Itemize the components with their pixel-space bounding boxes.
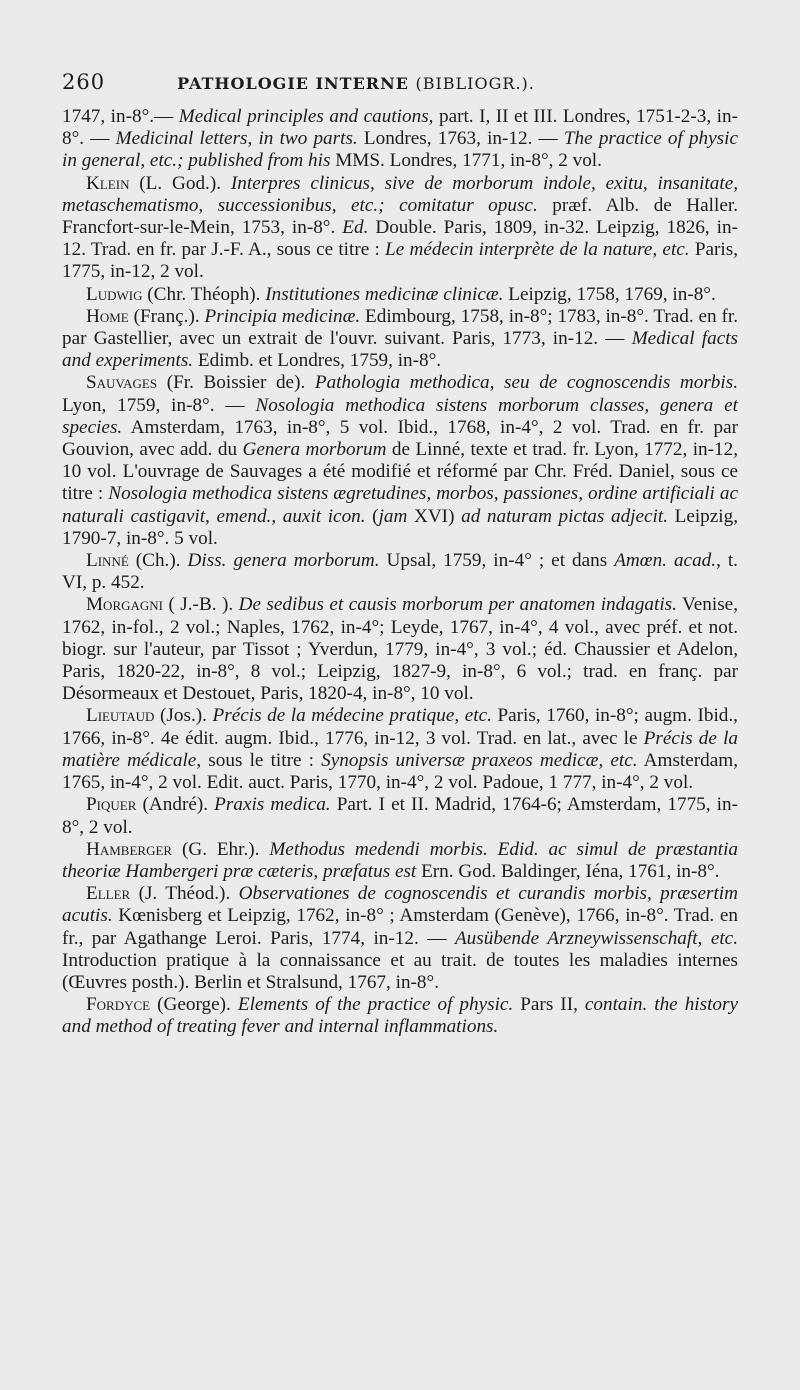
author-name: Linné (86, 550, 129, 572)
work-title: Synopsis universæ praxeos medicæ, etc. (321, 749, 638, 771)
page-header (62, 70, 738, 102)
work-title: Amœn. acad. (614, 550, 717, 572)
entry-text: Londres, 1763, in-12. — (357, 128, 564, 150)
entry-text: part. I, II et III. Londres, 1751-2-3, in-8°. — (62, 106, 738, 150)
bibliography-entry-lieutaud (62, 705, 738, 794)
entry-text: Paris, 1760, in-8°; augm. Ibid., 1766, in-8°. 4e édit. augm. Ibid., 1776, in-12, 3 vol. Trad. en lat., avec le (62, 705, 738, 749)
bibliography-entry-fordyce (62, 994, 738, 1038)
entry-text: Amsterdam, 1765, in-4°, 2 vol. Edit. auct. Paris, 1770, in-4°, 2 vol. Padoue, 1 777, in-4°, 2 vol. (62, 749, 739, 794)
entry-text: (Fr. Boissier de). (157, 372, 315, 394)
author-name: Sauvages (86, 372, 158, 394)
entry-text: Edimb. et Londres, 1759, in-8°. (193, 350, 442, 372)
bibliography-entry-home (62, 306, 738, 373)
entry-text: , sous le titre : (196, 749, 322, 771)
entry-text: 1747, in-8°.— (62, 106, 179, 127)
entry-text: XVI) (407, 505, 462, 527)
entry-text: de Linné, texte et trad. fr. Lyon, 1772, in-12, 10 vol. L'ouvrage de Sauvages a été modifié et réformé par Chr. Fréd. Daniel, sous ce titre : (62, 439, 738, 505)
entry-text: Pars II, (513, 994, 585, 1016)
bibliography-body (62, 106, 738, 1039)
entry-text: Leipzig, 1758, 1769, in-8°. (503, 283, 716, 305)
entry-text: (André). (136, 794, 215, 816)
bibliography-entry-ludwig (62, 284, 738, 306)
work-title: Précis de la matière médicale (62, 727, 738, 771)
author-name: Fordyce (86, 994, 151, 1016)
author-name: Klein (86, 172, 130, 194)
bibliography-entry-hamberger (62, 839, 738, 883)
author-name: Piquer (86, 794, 137, 816)
entry-text: Amsterdam, 1763, in-8°, 5 vol. Ibid., 1768, in-4°, 2 vol. Trad. en fr. par Gouvion, avec add. du (62, 416, 738, 461)
work-title: De sedibus et causis morborum per anatomen indagatis. (238, 594, 677, 616)
entry-text: , t. VI, p. 452. (62, 550, 738, 594)
page-number: 260 (62, 70, 106, 94)
entry-text: Upsal, 1759, in-4° ; et dans (379, 550, 615, 572)
entry-text: Edimbourg, 1758, in-8°; 1783, in-8°. Trad. en fr. par Gastellier, avec un extrait de l'ouvr. suivant. Paris, 1773, in-12. — (62, 305, 739, 350)
work-title: Genera morborum (242, 439, 387, 461)
work-title: Diss. genera morborum. (187, 550, 380, 572)
entry-text: (J. Théod.). (130, 883, 239, 905)
work-title: Interpres clinicus, sive de morborum indole, exitu, insanitate, metaschematismo, successionibus, etc.; comitatur opusc. (62, 172, 739, 216)
entry-text: ( J.-B. ). (163, 594, 239, 616)
work-title: Ausübende Arzneywissenschaft, etc. (454, 927, 738, 949)
work-title: Medical principles and cautions, (178, 106, 434, 127)
entry-text: (Franç.). (128, 305, 205, 327)
work-title: Ed. (342, 217, 369, 239)
work-title: contain. the history and method of treating fever and internal inflammations. (62, 994, 739, 1038)
entry-text: Leipzig, 1790-7, in-8°. 5 vol. (62, 505, 739, 549)
entry-text: . Londres, 1771, in-8°, 2 vol. (380, 150, 602, 172)
bibliography-entry-linne (62, 550, 738, 594)
entry-text: (George). (150, 994, 238, 1016)
work-title: Pathologia methodica, seu de cognoscendis morbis. (314, 372, 738, 394)
work-title: Principia medicinæ. (204, 305, 361, 327)
work-title: jam (378, 505, 408, 527)
work-title: Medical facts and experiments. (62, 328, 739, 372)
work-title: Praxis medica. (214, 794, 331, 816)
entry-text: Paris, 1775, in-12, 2 vol. (62, 239, 739, 283)
entry-text: (Ch.). (128, 550, 188, 572)
author-name: Morgagni (86, 594, 164, 616)
work-title: Medicinal letters, in two parts. (115, 128, 358, 150)
bibliography-entry-piquer (62, 794, 738, 838)
running-head (177, 74, 535, 93)
work-title: Nosologia methodica sistens morborum classes, genera et species. (62, 394, 738, 438)
author-name: Ludwig (86, 283, 143, 305)
entry-text: Ern. God. Baldinger, Iéna, 1761, in-8°. (416, 860, 720, 882)
work-title: ad naturam pictas adjecit. (461, 505, 668, 527)
entry-text: Lyon, 1759, in-8°. — (62, 394, 256, 416)
entry-text: Introduction pratique à la connaissance et au trait. de toutes les maladies internes (Œuvres posth.). Berlin et Stralsund, 1767, in-8°. (62, 949, 738, 993)
work-title: Nosologia methodica sistens ægretudines, morbos, passiones, ordine artificiali ac naturali castigavit, emend., auxit icon. (62, 483, 739, 527)
entry-text: (G. Ehr.). (172, 838, 270, 860)
running-head-subtitle: (BIBLIOGR.). (415, 74, 535, 93)
work-title: Institutiones medicinæ clinicæ. (265, 283, 504, 305)
work-title: Précis de la médecine pratique, etc. (212, 705, 492, 727)
running-head-title: PATHOLOGIE INTERNE (177, 74, 409, 93)
author-name: Eller (86, 883, 131, 905)
work-title: Elements of the practice of physic. (237, 994, 514, 1016)
work-title: The practice of physic in general, etc.; published from his (62, 128, 738, 172)
author-name: Hamberger (86, 838, 173, 860)
entry-text: Kœnisberg et Leipzig, 1762, in-8° ; Amsterdam (Genève), 1766, in-8°. Trad. en fr., par Agathange Leroi. Paris, 1774, in-12. — (62, 905, 738, 949)
entry-text: (Jos.). (154, 705, 213, 727)
author-name: Home (86, 305, 129, 327)
entry-text: Venise, 1762, in-fol., 2 vol.; Naples, 1762, in-4°; Leyde, 1767, in-4°, 4 vol., avec préf. et not. biogr. sur l'auteur, par Tissot ; Yverdun, 1779, in-4°, 3 vol.; éd. Chaussier et Adelon, Paris, 1820-22, in-8°, 8 vol.; Leipzig, 1827-9, in-8°, 6 vol.; trad. en franç. par Désormeaux et Destouet, Paris, 1820-4, in-8°, 10 vol. (62, 594, 738, 705)
bibliography-entry-eller (62, 883, 738, 994)
author-name: Lieutaud (86, 705, 155, 727)
small-caps-text: MMS (330, 150, 381, 172)
bibliography-entry-cont (62, 106, 738, 173)
entry-text: Part. I et II. Madrid, 1764-6; Amsterdam, 1775, in-8°, 2 vol. (62, 794, 738, 838)
entry-text: Double. Paris, 1809, in-32. Leipzig, 1826, in-12. Trad. en fr. par J.-F. A., sous ce titre : (62, 217, 738, 261)
bibliography-entry-morgagni (62, 594, 738, 705)
entry-text: ( (365, 505, 379, 527)
entry-text: præf. Alb. de Haller. Francfort-sur-le-Mein, 1753, in-8°. (62, 194, 738, 239)
work-title: Le médecin interprète de la nature, etc. (385, 239, 690, 261)
work-title: Observationes de cognoscendis et curandis morbis, præsertim acutis. (62, 883, 738, 927)
bibliography-entry-klein (62, 173, 738, 284)
entry-text: (Chr. Théoph). (142, 283, 266, 305)
bibliography-entry-sauvages (62, 372, 738, 550)
work-title: Methodus medendi morbis. Edid. ac simul de præstantia theoriæ Hambergeri præ cæteris, præfatus est (62, 838, 739, 882)
entry-text: (L. God.). (129, 172, 231, 194)
